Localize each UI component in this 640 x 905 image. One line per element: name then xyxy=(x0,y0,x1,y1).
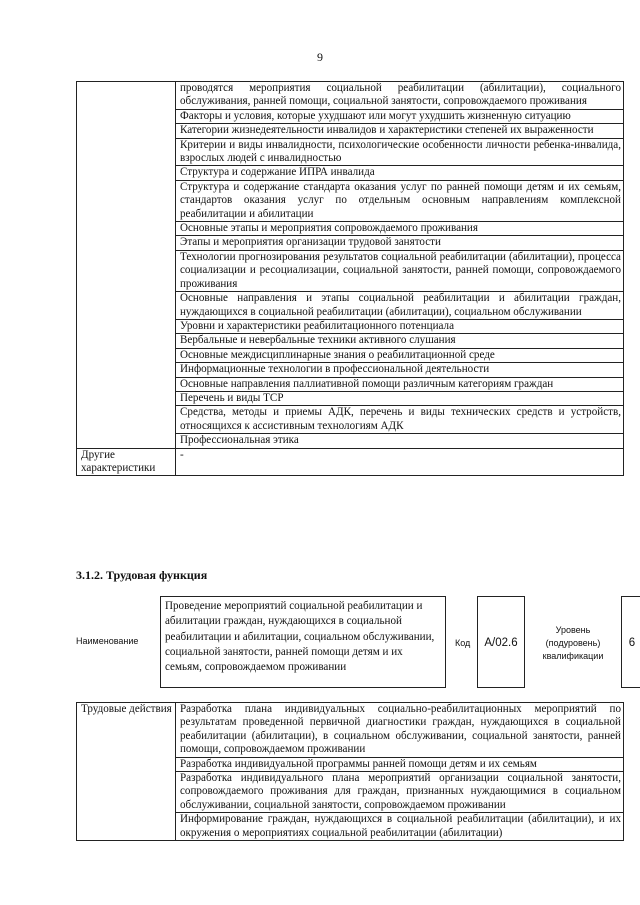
table-cell: Перечень и виды ТСР xyxy=(176,391,624,405)
table-cell: Информирование граждан, нуждающихся в социальной реабилитации (абилитации), и их окружения о мероприятиях социальной реабилитации (абилитации) xyxy=(176,813,624,841)
page-number: 9 xyxy=(317,50,323,64)
table-cell: Уровни и характеристики реабилитационного потенциала xyxy=(176,319,624,333)
table-row xyxy=(77,703,624,758)
table-cell: Этапы и мероприятия организации трудовой занятости xyxy=(176,236,624,250)
function-header xyxy=(76,596,634,691)
knowledge-table xyxy=(76,81,624,476)
table-row xyxy=(77,82,624,110)
section-heading: 3.1.2. Трудовая функция xyxy=(76,568,208,582)
function-name: Проведение мероприятий социальной реабилитации и абилитации граждан, нуждающихся в социальной реабилитации и абилитации, социальном обслуживании, социальной занятости, ранней помощи детям и их семьям, сопровождаемом проживании xyxy=(160,596,446,688)
table-cell: Факторы и условия, которые ухудшают или могут ухудшить жизненную ситуацию xyxy=(176,109,624,123)
table-row xyxy=(77,448,624,476)
table-cell: Категории жизнедеятельности инвалидов и характеристики степеней их выраженности xyxy=(176,124,624,138)
table-cell: Структура и содержание стандарта оказания услуг по ранней помощи детям и их семьям, стандартов оказания услуг по отдельным основным направлениям комплексной реабилитации и абилитации xyxy=(176,180,624,221)
table-cell: Разработка индивидуального плана мероприятий организации социальной занятости, сопровождаемого проживания для граждан, признанных нуждающимися в социальном обслуживании, социальной занятости, сопровождаемом проживании xyxy=(176,772,624,813)
level-label: Уровень (подуровень) квалификации xyxy=(542,625,604,661)
table-cell: Разработка индивидуальной программы ранней помощи детям и их семьям xyxy=(176,757,624,771)
level-value: 6 xyxy=(621,596,640,688)
table-cell: Критерии и виды инвалидности, психологические особенности личности ребенка-инвалида, взрослых людей с инвалидностью xyxy=(176,138,624,166)
table-cell: Вербальные и невербальные техники активного слушания xyxy=(176,334,624,348)
table-cell: Основные этапы и мероприятия сопровождаемого проживания xyxy=(176,222,624,236)
code-value: А/02.6 xyxy=(477,596,525,688)
actions-table xyxy=(76,702,624,841)
name-label: Наименование xyxy=(76,636,139,646)
table-cell: Основные междисциплинарные знания о реабилитационной среде xyxy=(176,348,624,362)
label-cell xyxy=(77,82,176,449)
table-cell: Информационные технологии в профессиональной деятельности xyxy=(176,363,624,377)
table-cell: Профессиональная этика xyxy=(176,434,624,448)
table-cell: Основные направления паллиативной помощи различным категориям граждан xyxy=(176,377,624,391)
table-cell: проводятся мероприятия социальной реабилитации (абилитации), социального обслуживания, ранней помощи, социальной занятости, сопровождаемого проживания xyxy=(176,82,624,110)
actions-label: Трудовые действия xyxy=(77,703,176,841)
other-characteristics-value: - xyxy=(176,448,624,476)
table-cell: Разработка плана индивидуальных социально-реабилитационных мероприятий по результатам проведенной первичной диагностики граждан, нуждающихся в социальной реабилитации (абилитации), в социальном обслуживании, социальной занятости, ранней помощи, сопровождаемом проживании xyxy=(176,703,624,758)
table-cell: Структура и содержание ИПРА инвалида xyxy=(176,166,624,180)
other-characteristics-label: Другие характеристики xyxy=(77,448,176,476)
table-cell: Технологии прогнозирования результатов социальной реабилитации (абилитации), процесса социализации и ресоциализации, социальной занятости, ранней помощи, сопровождаемого проживания xyxy=(176,250,624,291)
table-cell: Средства, методы и приемы АДК, перечень и виды технических средств и устройств, относящихся к ассистивным технологиям АДК xyxy=(176,406,624,434)
code-label: Код xyxy=(455,638,471,648)
table-cell: Основные направления и этапы социальной реабилитации и абилитации граждан, нуждающихся в социальной реабилитации (абилитации), социальном обслуживании xyxy=(176,292,624,320)
